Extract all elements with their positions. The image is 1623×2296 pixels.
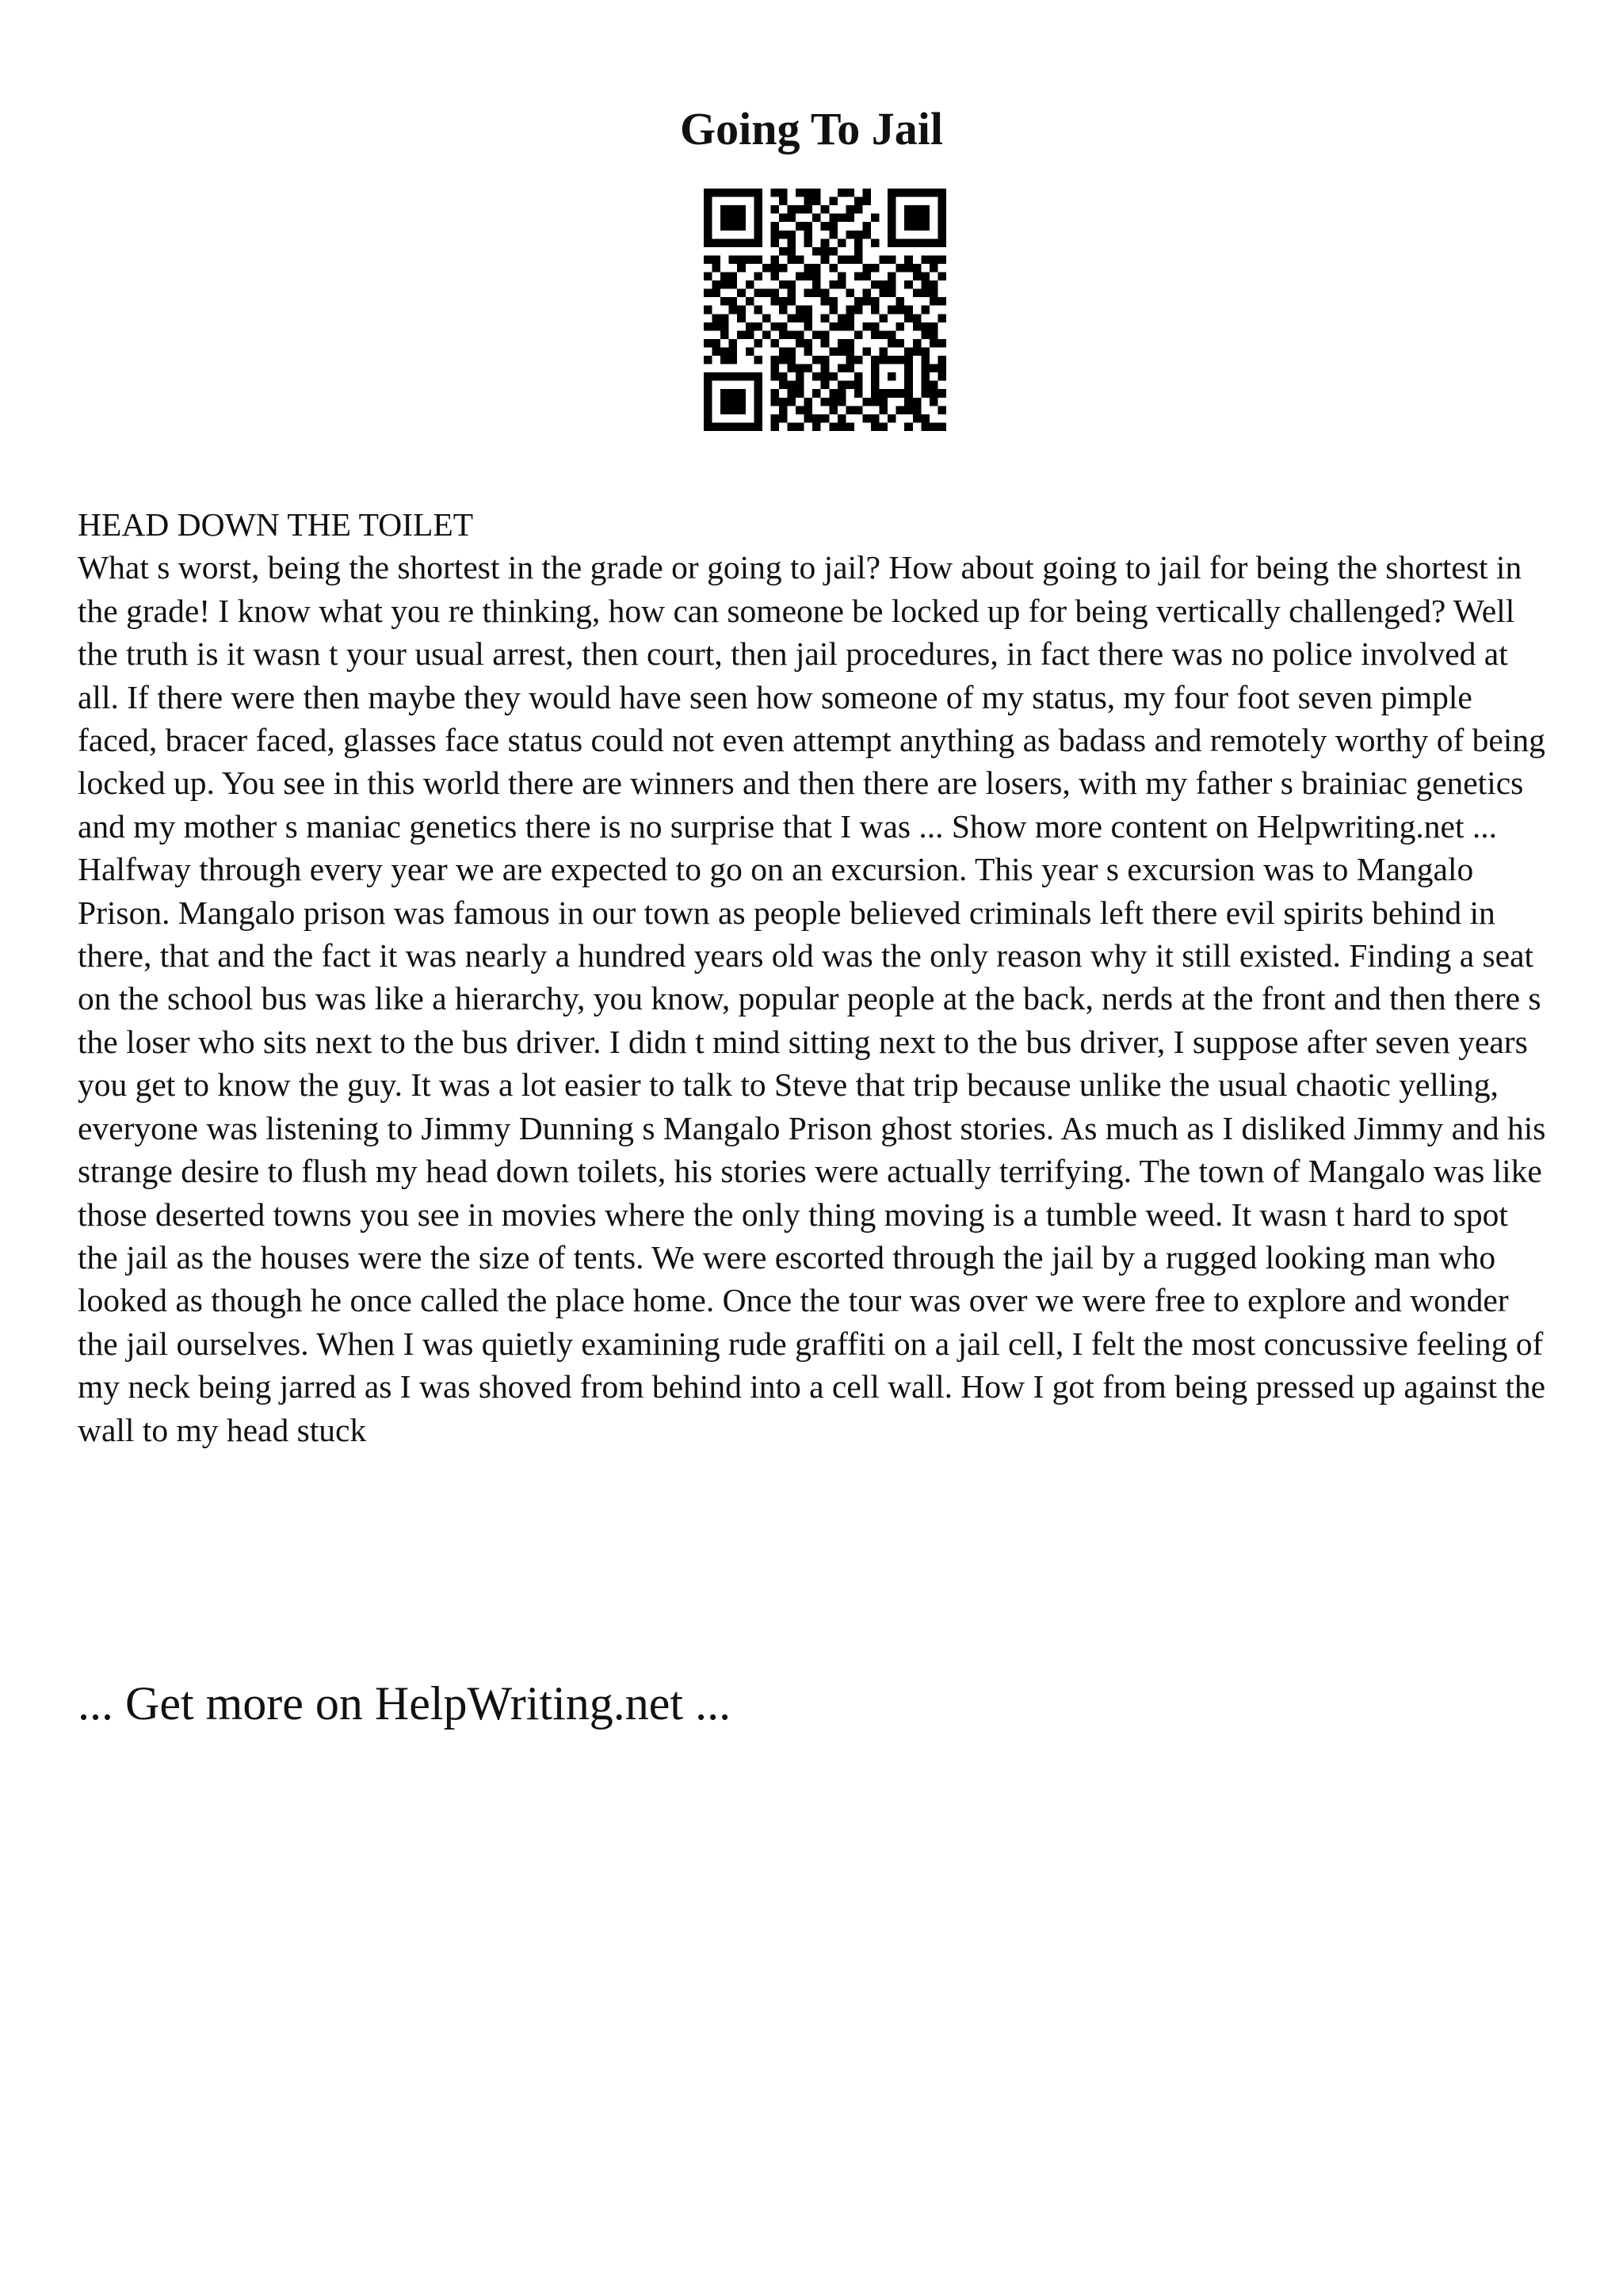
paragraph-1: What s worst, being the shortest in the grade or going to jail? How about going to jail for being the shortest in the grade! I know what you re thinking, how can someone be locked up for being vertically challenged? Well the truth is it wasn t your usual arrest, then court, then jail procedures, in fact there was no police involved at all. If there were then maybe they would have seen how someone of my status, my four foot seven pimple faced, bracer faced, glasses face status could not even attempt anything as badass and remotely worthy of being locked up. You see in this world there are winners and then there are losers, with my father s brainiac genetics and my mother s maniac genetics there is no surprise that I was ... Show more content on Helpwriting.net ... <box>78 549 1545 845</box>
document-body <box>78 503 1552 1451</box>
page-title: Going To Jail <box>679 103 944 154</box>
paragraph-2: Halfway through every year we are expected to go on an excursion. This year s excursion was to Mangalo Prison. Mangalo prison was famous in our town as people believed criminals left there evil spirits behind in there, that and the fact it was nearly a hundred years old was the only reason why it still existed. Finding a seat on the school bus was like a hierarchy, you know, popular people at the back, nerds at the front and then there s the loser who sits next to the bus driver. I didn t mind sitting next to the bus driver, I suppose after seven years you get to know the guy. It was a lot easier to talk to Steve that trip because unlike the usual chaotic yelling, everyone was listening to Jimmy Dunning s Mangalo Prison ghost stories. As much as I disliked Jimmy and his strange desire to flush my head down toilets, his stories were actually terrifying. The town of Mangalo was like those deserted towns you see in movies where the only thing moving is a tumble weed. It wasn t hard to spot the jail as the houses were the size of tents. We were escorted through the jail by a rugged looking man who looked as though he once called the place home. Once the tour was over we were free to explore and wonder the jail ourselves. When I was quietly examining rude graffiti on a jail cell, I felt the most concussive feeling of my neck being jarred as I was shoved from behind into a cell wall. How I got from being pressed up against the wall to my head stuck <box>78 851 1546 1448</box>
qr-code-graphic <box>704 189 946 431</box>
qr-code-icon[interactable] <box>704 189 946 431</box>
section-heading: HEAD DOWN THE TOILET <box>78 506 474 543</box>
get-more-link[interactable]: ... Get more on HelpWriting.net ... <box>78 1677 731 1730</box>
